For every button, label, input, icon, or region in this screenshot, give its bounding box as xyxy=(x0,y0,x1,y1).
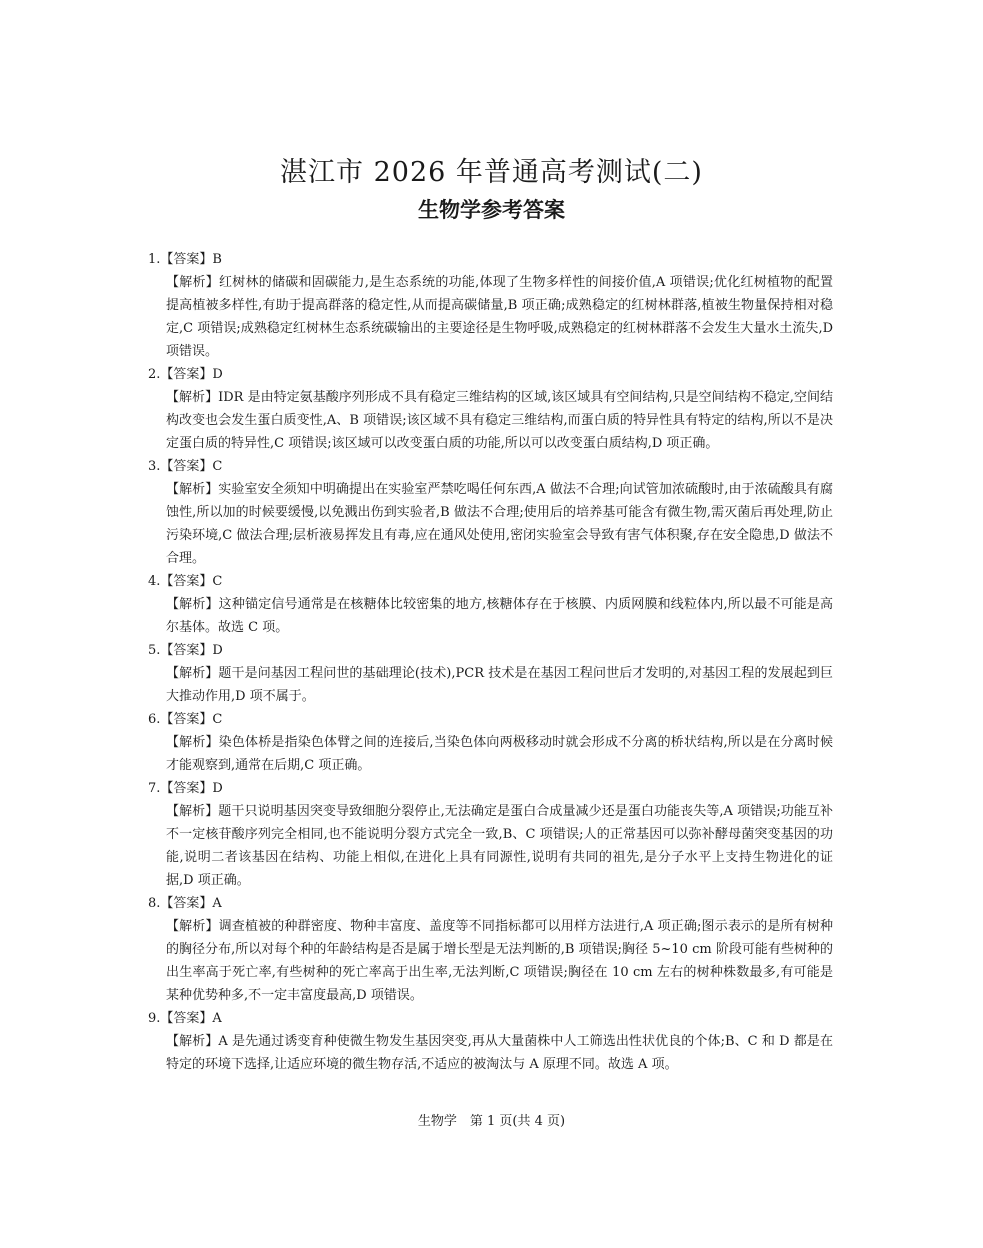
answer-line: 8.【答案】A xyxy=(148,896,222,911)
answer-line: 6.【答案】C xyxy=(148,712,223,727)
analysis-text: 【解析】染色体桥是指染色体臂之间的连接后,当染色体向两极移动时就会形成不分离的桥状结构,所以是在分离时候才能观察到,通常在后期,C 项正确。 xyxy=(166,735,833,773)
analysis-text: 【解析】红树林的储碳和固碳能力,是生态系统的功能,体现了生物多样性的间接价值,A 项错误;优化红树植物的配置提高植被多样性,有助于提高群落的稳定性,从而提高碳储量,B 项正确;成熟稳定的红树林群落,植被生物量保持相对稳定,C 项错误;成熟稳定红树林生态系统碳输出的主要途径是生物呼吸,成熟稳定的红树林群落不会发生大量水土流失,D 项错误。 xyxy=(166,275,833,359)
answer-item-2 xyxy=(148,363,833,455)
page-title: 湛江市 2026 年普通高考测试(二) xyxy=(280,157,703,188)
answer-line: 5.【答案】D xyxy=(148,643,223,658)
answer-item-6 xyxy=(148,708,833,777)
answer-list xyxy=(148,248,833,1076)
analysis-text: 【解析】这种锚定信号通常是在核糖体比较密集的地方,核糖体存在于核膜、内质网膜和线粒体内,所以最不可能是高尔基体。故选 C 项。 xyxy=(166,597,833,635)
answer-item-1 xyxy=(148,248,833,363)
answer-item-8 xyxy=(148,892,833,1007)
analysis-text: 【解析】题干是问基因工程问世的基础理论(技术),PCR 技术是在基因工程问世后才发明的,对基因工程的发展起到巨大推动作用,D 项不属于。 xyxy=(166,666,833,704)
page-footer: 生物学 第 1 页(共 4 页) xyxy=(417,1114,566,1129)
answer-line: 4.【答案】C xyxy=(148,574,223,589)
analysis-text: 【解析】IDR 是由特定氨基酸序列形成不具有稳定三维结构的区域,该区域具有空间结构,只是空间结构不稳定,空间结构改变也会发生蛋白质变性,A、B 项错误;该区域不具有稳定三维结构,而蛋白质的特异性具有特定的结构,所以不是决定蛋白质的特异性,C 项错误;该区域可以改变蛋白质的功能,所以可以改变蛋白质结构,D 项正确。 xyxy=(166,390,833,451)
analysis-text: 【解析】题干只说明基因突变导致细胞分裂停止,无法确定是蛋白合成量减少还是蛋白功能丧失等,A 项错误;功能互补不一定核苷酸序列完全相同,也不能说明分裂方式完全一致,B、C 项错误;人的正常基因可以弥补酵母菌突变基因的功能,说明二者该基因在结构、功能上相似,在进化上具有同源性,说明有共同的祖先,是分子水平上支持生物进化的证据,D 项正确。 xyxy=(166,804,833,888)
analysis-text: 【解析】实验室安全须知中明确提出在实验室严禁吃喝任何东西,A 做法不合理;向试管加浓硫酸时,由于浓硫酸具有腐蚀性,所以加的时候要缓慢,以免溅出伤到实验者,B 做法不合理;使用后的培养基可能含有微生物,需灭菌后再处理,防止污染环境,C 做法合理;层析液易挥发且有毒,应在通风处使用,密闭实验室会导致有害气体积聚,存在安全隐患,D 做法不合理。 xyxy=(166,482,833,566)
answer-item-3 xyxy=(148,455,833,570)
page-subtitle: 生物学参考答案 xyxy=(418,198,565,222)
answer-line: 9.【答案】A xyxy=(148,1011,222,1026)
answer-line: 7.【答案】D xyxy=(148,781,223,796)
analysis-text: 【解析】调查植被的种群密度、物种丰富度、盖度等不同指标都可以用样方法进行,A 项正确;图示表示的是所有树种的胸径分布,所以对每个种的年龄结构是否是属于增长型是无法判断的,B 项错误;胸径 5~10 cm 阶段可能有些树种的出生率高于死亡率,有些树种的死亡率高于出生率,无法判断,C 项错误;胸径在 10 cm 左右的树种株数最多,有可能是某种优势种多,不一定丰富度最高,D 项错误。 xyxy=(166,919,833,1003)
answer-line: 3.【答案】C xyxy=(148,459,223,474)
answer-item-4 xyxy=(148,570,833,639)
analysis-text: 【解析】A 是先通过诱变育种使微生物发生基因突变,再从大量菌株中人工筛选出性状优良的个体;B、C 和 D 都是在特定的环境下选择,让适应环境的微生物存活,不适应的被淘汰与 A 原理不同。故选 A 项。 xyxy=(166,1034,833,1072)
answer-line: 1.【答案】B xyxy=(148,252,222,267)
answer-item-7 xyxy=(148,777,833,892)
answer-item-5 xyxy=(148,639,833,708)
answer-line: 2.【答案】D xyxy=(148,367,223,382)
answer-item-9 xyxy=(148,1007,833,1076)
